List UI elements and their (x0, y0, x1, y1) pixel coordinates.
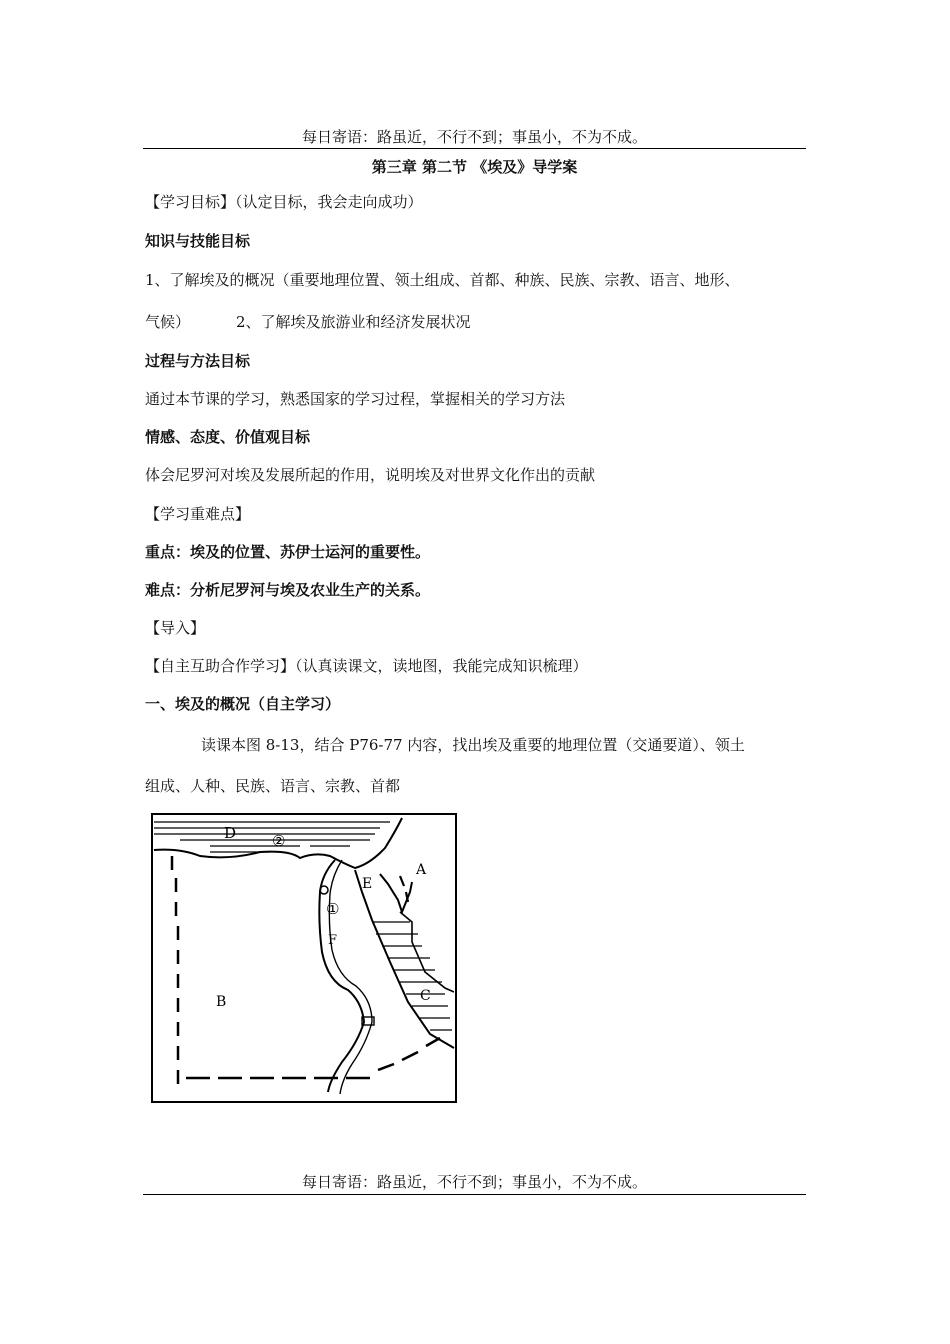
knowledge-line-1: 1、了解埃及的概况（重要地理位置、领土组成、首都、种族、民族、宗教、语言、地形、 (145, 271, 740, 289)
instruction-line-2: 组成、人种、民族、语言、宗教、首都 (145, 777, 401, 795)
emotion-heading: 情感、态度、价值观目标 (145, 428, 311, 446)
knowledge-line-2b: 2、了解埃及旅游业和经济发展状况 (236, 313, 471, 331)
map-label-c: C (420, 988, 431, 1004)
knowledge-heading: 知识与技能目标 (145, 232, 251, 250)
egypt-map (150, 812, 458, 1104)
difficulty-heading: 【学习重难点】 (145, 505, 251, 523)
hard-point: 难点：分析尼罗河与埃及农业生产的关系。 (145, 581, 431, 599)
instruction-line-1: 读课本图 8-13，结合 P76-77 内容，找出埃及重要的地理位置（交通要道）、领土 (201, 736, 745, 754)
page-footer-motto: 每日寄语：路虽近，不行不到；事虽小，不为不成。 (143, 1172, 806, 1195)
map-label-d: D (224, 824, 237, 842)
map-label-circle2: ② (272, 832, 286, 850)
process-heading: 过程与方法目标 (145, 352, 251, 370)
goals-heading: 【学习目标】（认定目标，我会走向成功） (145, 193, 423, 211)
process-text: 通过本节课的学习，熟悉国家的学习过程，掌握相关的学习方法 (145, 390, 566, 408)
knowledge-line-2a: 气候） (145, 313, 191, 331)
map-label-e: E (362, 876, 373, 892)
emotion-text: 体会尼罗河对埃及发展所起的作用，说明埃及对世界文化作出的贡献 (145, 466, 596, 484)
page-header-motto: 每日寄语：路虽近，不行不到；事虽小，不为不成。 (143, 128, 806, 149)
map-label-f: F (328, 933, 338, 948)
map-label-b: B (216, 994, 227, 1010)
map-label-circle1: ① (326, 900, 340, 918)
section1-heading: 一、埃及的概况（自主学习） (145, 695, 341, 713)
map-label-a: A (416, 862, 427, 878)
cooperative-heading: 【自主互助合作学习】（认真读课文，读地图，我能完成知识梳理） (145, 657, 588, 675)
key-point: 重点：埃及的位置、苏伊士运河的重要性。 (145, 543, 431, 561)
intro-heading: 【导入】 (145, 619, 206, 637)
page-title: 第三章 第二节 《埃及》导学案 (371, 158, 578, 176)
